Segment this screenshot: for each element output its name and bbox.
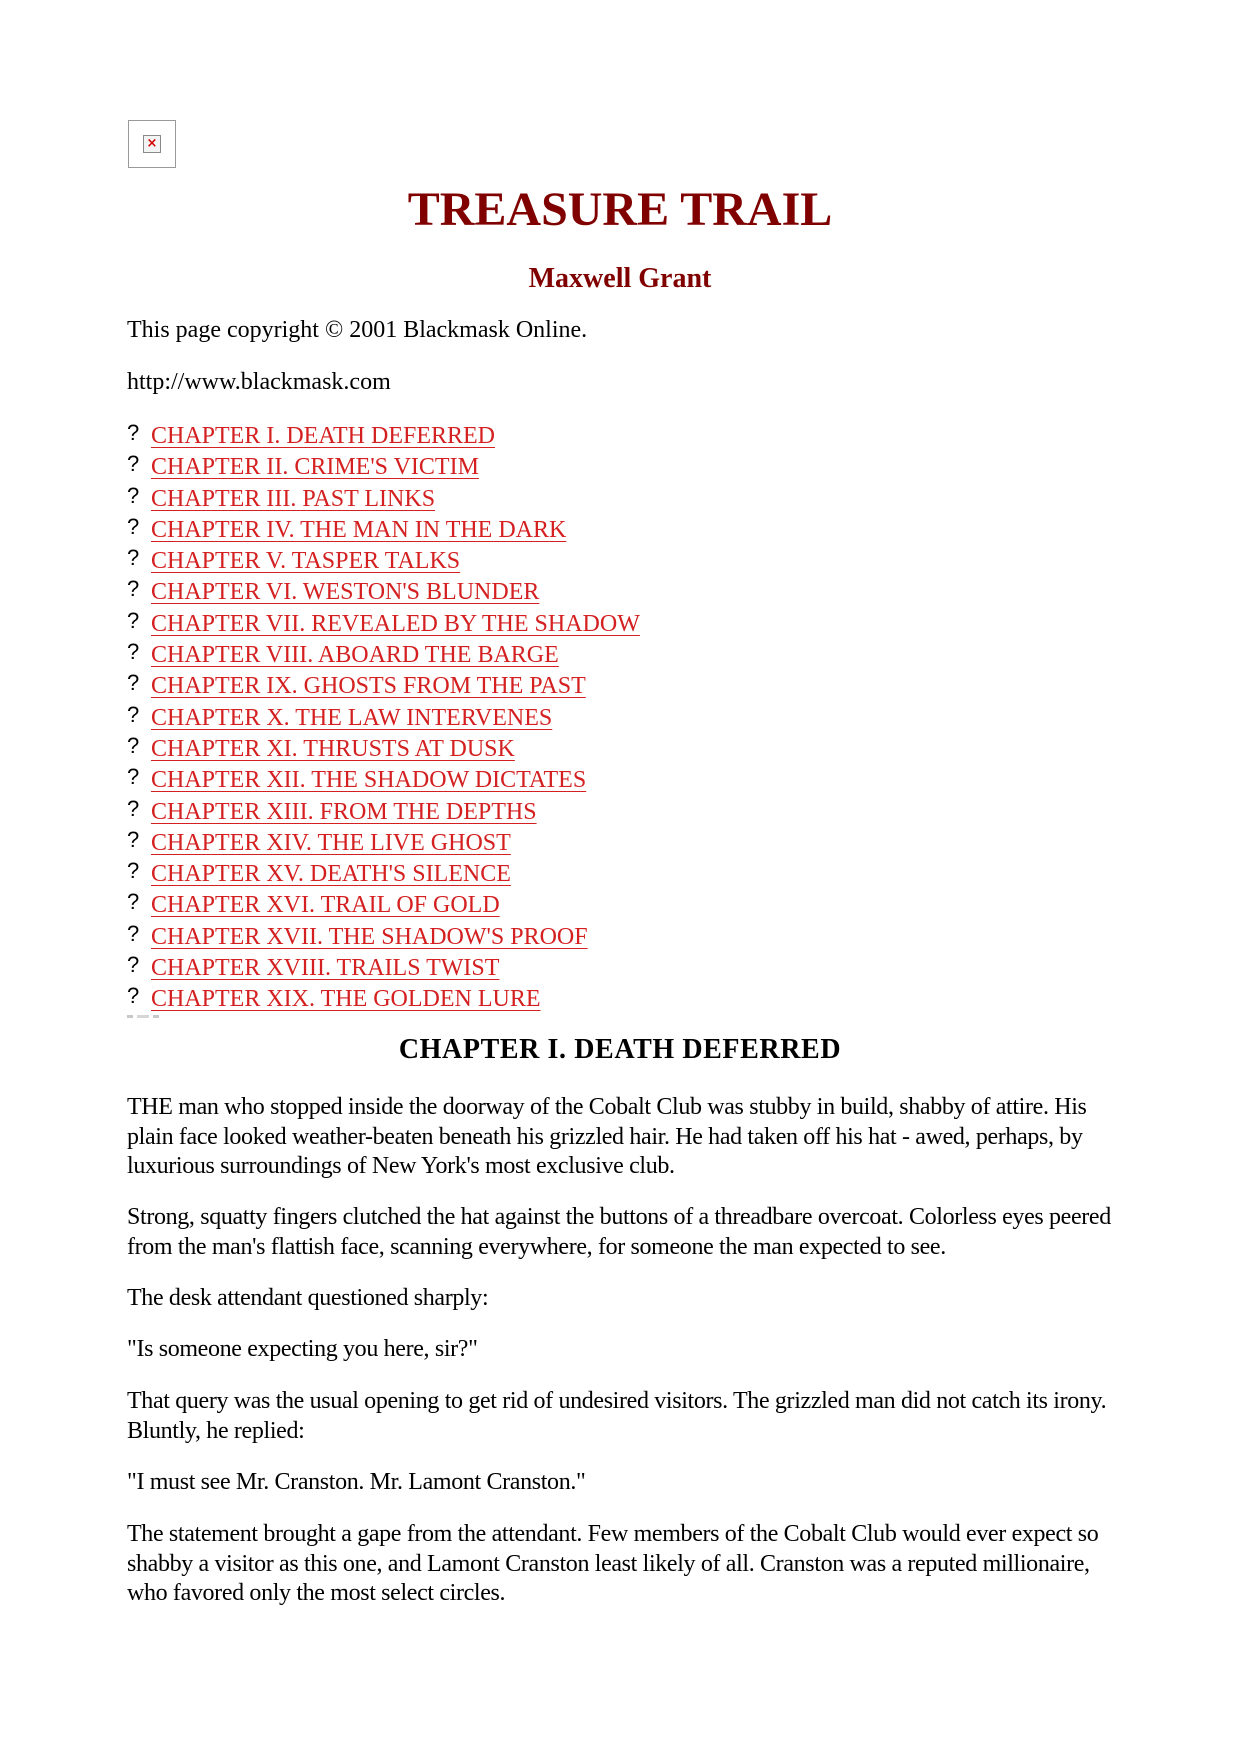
table-of-contents: [127, 421, 640, 1016]
toc-bullet: ?: [127, 889, 140, 915]
toc-link[interactable]: CHAPTER XIX. THE GOLDEN LURE: [151, 986, 541, 1013]
toc-item: [127, 703, 640, 734]
toc-link[interactable]: CHAPTER III. PAST LINKS: [151, 485, 436, 512]
paragraph-2: Strong, squatty fingers clutched the hat against the buttons of a threadbare overcoat. Colorless eyes peered from the man's flattish face, scanning everywhere, for someone the man expected to see.: [127, 1204, 1111, 1260]
copyright-notice: This page copyright © 2001 Blackmask Online.: [127, 317, 588, 343]
toc-link[interactable]: CHAPTER XII. THE SHADOW DICTATES: [151, 767, 587, 794]
toc-link[interactable]: CHAPTER II. CRIME'S VICTIM: [151, 454, 479, 481]
paragraph-5: That query was the usual opening to get rid of undesired visitors. The grizzled man did not catch its irony. Bluntly, he replied:: [127, 1388, 1107, 1444]
toc-item: [127, 546, 640, 577]
broken-image-frame: [143, 135, 161, 153]
toc-item: [127, 734, 640, 765]
toc-link[interactable]: CHAPTER XVIII. TRAILS TWIST: [151, 955, 500, 982]
toc-item: [127, 640, 640, 671]
toc-item: [127, 484, 640, 515]
toc-item: [127, 452, 640, 483]
toc-bullet: ?: [127, 545, 140, 571]
toc-bullet: ?: [127, 952, 140, 978]
toc-bullet: ?: [127, 451, 140, 477]
toc-bullet: ?: [127, 983, 140, 1009]
broken-image-icon: [128, 120, 176, 168]
paragraph-4: "Is someone expecting you here, sir?": [127, 1336, 478, 1362]
chapter-heading: CHAPTER I. DEATH DEFERRED: [398, 1034, 842, 1065]
toc-bullet: ?: [127, 576, 140, 602]
toc-link[interactable]: CHAPTER X. THE LAW INTERVENES: [151, 704, 553, 731]
toc-item: [127, 859, 640, 890]
toc-bullet: ?: [127, 858, 140, 884]
toc-item: [127, 890, 640, 921]
toc-item: [127, 765, 640, 796]
toc-item: [127, 577, 640, 608]
toc-item: [127, 421, 640, 452]
paragraph-7: The statement brought a gape from the attendant. Few members of the Cobalt Club would ever expect so shabby a visitor as this one, and Lamont Cranston least likely of all. Cranston was a reputed millionaire, who favored only the most select circles.: [127, 1521, 1099, 1606]
toc-link[interactable]: CHAPTER VIII. ABOARD THE BARGE: [151, 642, 559, 669]
toc-bullet: ?: [127, 795, 140, 821]
book-author: Maxwell Grant: [528, 263, 712, 294]
toc-bullet: ?: [127, 607, 140, 633]
paragraph-3: The desk attendant questioned sharply:: [127, 1285, 489, 1311]
toc-link[interactable]: CHAPTER V. TASPER TALKS: [151, 548, 461, 575]
toc-bullet: ?: [127, 639, 140, 665]
toc-link[interactable]: CHAPTER XVII. THE SHADOW'S PROOF: [151, 923, 588, 950]
toc-bullet: ?: [127, 732, 140, 758]
toc-item: [127, 671, 640, 702]
toc-bullet: ?: [127, 482, 140, 508]
paragraph-1: THE man who stopped inside the doorway of the Cobalt Club was stubby in build, shabby of attire. His plain face looked weather-beaten beneath his grizzled hair. He had taken off his hat - awed, perhaps, by luxurious surroundings of New York's most exclusive club.: [127, 1094, 1087, 1179]
toc-link[interactable]: CHAPTER IX. GHOSTS FROM THE PAST: [151, 673, 586, 700]
broken-image-x-icon: ×: [146, 136, 158, 151]
toc-bullet: ?: [127, 513, 140, 539]
toc-item: [127, 922, 640, 953]
toc-link[interactable]: CHAPTER XVI. TRAIL OF GOLD: [151, 892, 500, 919]
toc-link[interactable]: CHAPTER VI. WESTON'S BLUNDER: [151, 579, 540, 606]
toc-item: [127, 515, 640, 546]
toc-link[interactable]: CHAPTER XV. DEATH'S SILENCE: [151, 861, 511, 888]
toc-bullet: ?: [127, 420, 140, 445]
toc-link[interactable]: CHAPTER XIV. THE LIVE GHOST: [151, 829, 511, 856]
toc-link[interactable]: CHAPTER I. DEATH DEFERRED: [151, 423, 496, 449]
toc-bullet: ?: [127, 701, 140, 727]
site-url: http://www.blackmask.com: [127, 369, 391, 395]
clipped-image-fragment: [127, 1015, 177, 1018]
toc-bullet: ?: [127, 826, 140, 852]
toc-link[interactable]: CHAPTER XIII. FROM THE DEPTHS: [151, 798, 537, 825]
toc-item: [127, 984, 640, 1015]
toc-link[interactable]: CHAPTER IV. THE MAN IN THE DARK: [151, 516, 567, 543]
toc-item: [127, 797, 640, 828]
toc-link[interactable]: CHAPTER VII. REVEALED BY THE SHADOW: [151, 610, 640, 637]
toc-item: [127, 828, 640, 859]
toc-bullet: ?: [127, 764, 140, 790]
toc-link[interactable]: CHAPTER XI. THRUSTS AT DUSK: [151, 735, 515, 762]
toc-bullet: ?: [127, 920, 140, 946]
paragraph-6: "I must see Mr. Cranston. Mr. Lamont Cranston.": [127, 1469, 586, 1495]
toc-bullet: ?: [127, 670, 140, 696]
toc-item: [127, 953, 640, 984]
book-title: TREASURE TRAIL: [407, 183, 833, 236]
toc-item: [127, 609, 640, 640]
